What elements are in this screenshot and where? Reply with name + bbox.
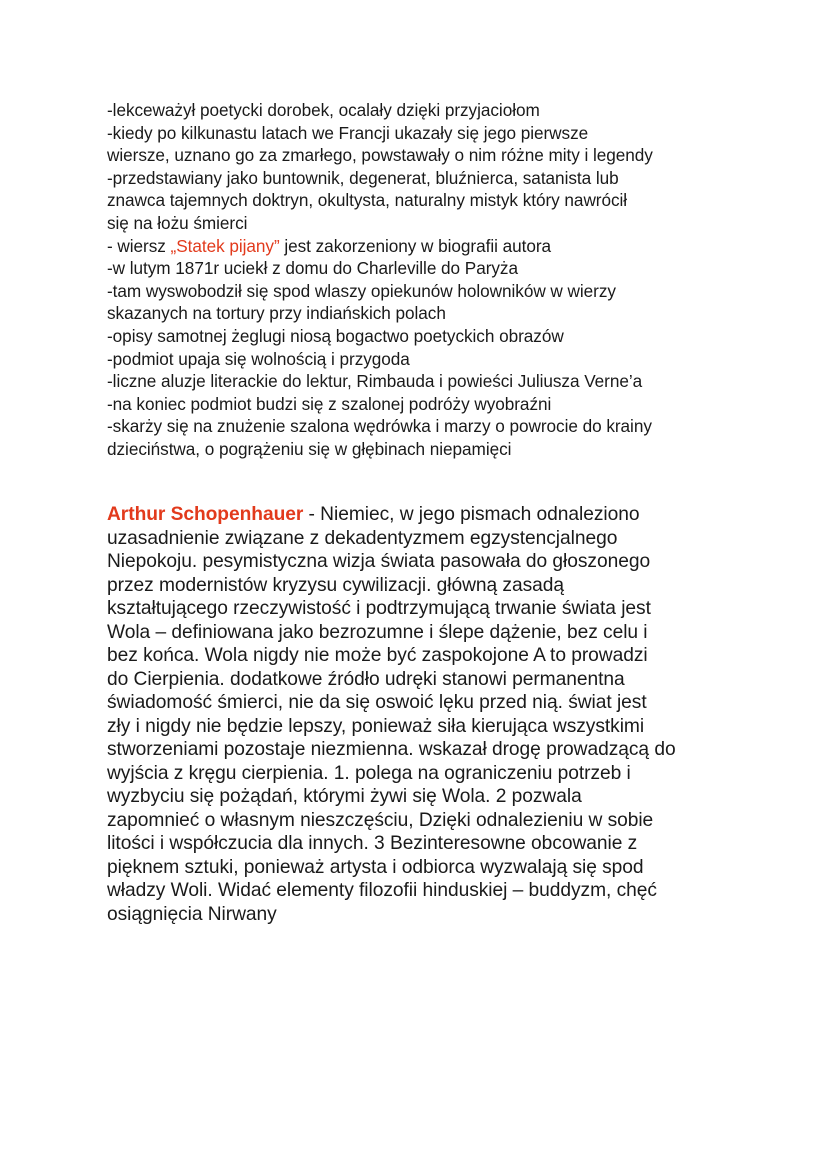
paragraph-line: wyjścia z kręgu cierpienia. 1. polega na ograniczeniu potrzeb i xyxy=(107,762,631,784)
paragraph-line: świadomość śmierci, nie da się oswoić lęku przed nią. świat jest xyxy=(107,692,647,713)
note-line: znawca tajemnych doktryn, okultysta, naturalny mistyk który nawrócił xyxy=(107,190,628,211)
note-line: się na łożu śmierci xyxy=(107,212,248,233)
paragraph-line: zapomnieć o własnym nieszczęściu, Dzięki odnalezieniu w sobie xyxy=(107,809,654,831)
note-line: -przedstawiany jako buntownik, degenerat, bluźnierca, satanista lub xyxy=(107,167,619,188)
poem-note-line xyxy=(107,235,747,258)
paragraph-line: władzy Woli. Widać elementy filozofii hinduskiej – buddyzm, chęć xyxy=(107,880,657,901)
note-line: -podmiot upaja się wolnością i przygoda xyxy=(107,348,410,369)
note-line: -skarży się na znużenie szalona wędrówka i marzy o powrocie do krainy xyxy=(107,416,652,437)
schopenhauer-first-line xyxy=(107,503,747,527)
note-line: -lekceważył poetycki dorobek, ocalały dzięki przyjaciołom xyxy=(107,100,540,120)
paragraph-line: osiągnięcia Nirwany xyxy=(107,903,277,925)
schopenhauer-section xyxy=(107,503,747,926)
note-line: -liczne aluzje literackie do lektur, Rimbauda i powieści Juliusza Verne’a xyxy=(107,371,643,392)
paragraph-line: do Cierpienia. dodatkowe źródło udręki stanowi permanentna xyxy=(107,668,625,690)
note-line: -na koniec podmiot budzi się z szalonej podróży wyobraźni xyxy=(107,393,552,414)
paragraph-line: zły i nigdy nie będzie lepszy, ponieważ siła kierująca wszystkimi xyxy=(107,715,645,737)
paragraph-line: stworzeniami pozostaje niezmienna. wskazał drogę prowadzącą do xyxy=(107,739,676,760)
paragraph-line: bez końca. Wola nigdy nie może być zaspokojone A to prowadzi xyxy=(107,645,648,666)
note-line: skazanych na tortury przy indiańskich polach xyxy=(107,303,446,324)
note-line: wiersze, uznano go za zmarłego, powstawały o nim różne mity i legendy xyxy=(107,145,653,166)
author-name: Arthur Schopenhauer xyxy=(107,504,304,525)
rimbaud-notes xyxy=(107,99,747,461)
note-line: -w lutym 1871r uciekł z domu do Charleville do Paryża xyxy=(107,258,518,279)
paragraph-line: uzasadnienie związane z dekadentyzmem egzystencjalnego xyxy=(107,527,618,549)
paragraph-line: pięknem sztuki, ponieważ artysta i odbiorca wyzwalają się spod xyxy=(107,856,644,878)
paragraph-line: kształtującego rzeczywistość i podtrzymującą trwanie świata jest xyxy=(107,598,651,619)
note-line: dzieciństwa, o pogrążeniu się w głębinach niepamięci xyxy=(107,438,512,459)
poem-title: „Statek pijany” xyxy=(170,235,280,256)
poem-line-suffix: jest zakorzeniony w biografii autora xyxy=(279,235,552,256)
note-line: -tam wyswobodził się spod wlaszy opiekunów holowników w wierzy xyxy=(107,280,616,301)
first-line-rest: - Niemiec, w jego pismach odnaleziono xyxy=(303,504,640,525)
poem-line-prefix: - wiersz xyxy=(107,235,171,256)
note-line: -kiedy po kilkunastu latach we Francji ukazały się jego pierwsze xyxy=(107,122,589,143)
paragraph-line: wyzbyciu się pożądań, którymi żywi się Wola. 2 pozwala xyxy=(107,786,582,807)
paragraph-line: litości i współczucia dla innych. 3 Bezinteresowne obcowanie z xyxy=(107,833,638,854)
note-line: -opisy samotnej żeglugi niosą bogactwo poetyckich obrazów xyxy=(107,325,564,346)
paragraph-line: Niepokoju. pesymistyczna wizja świata pasowała do głoszonego xyxy=(107,551,651,572)
paragraph-line: przez modernistów kryzysu cywilizacji. główną zasadą xyxy=(107,574,565,596)
paragraph-line: Wola – definiowana jako bezrozumne i ślepe dążenie, bez celu i xyxy=(107,621,648,643)
